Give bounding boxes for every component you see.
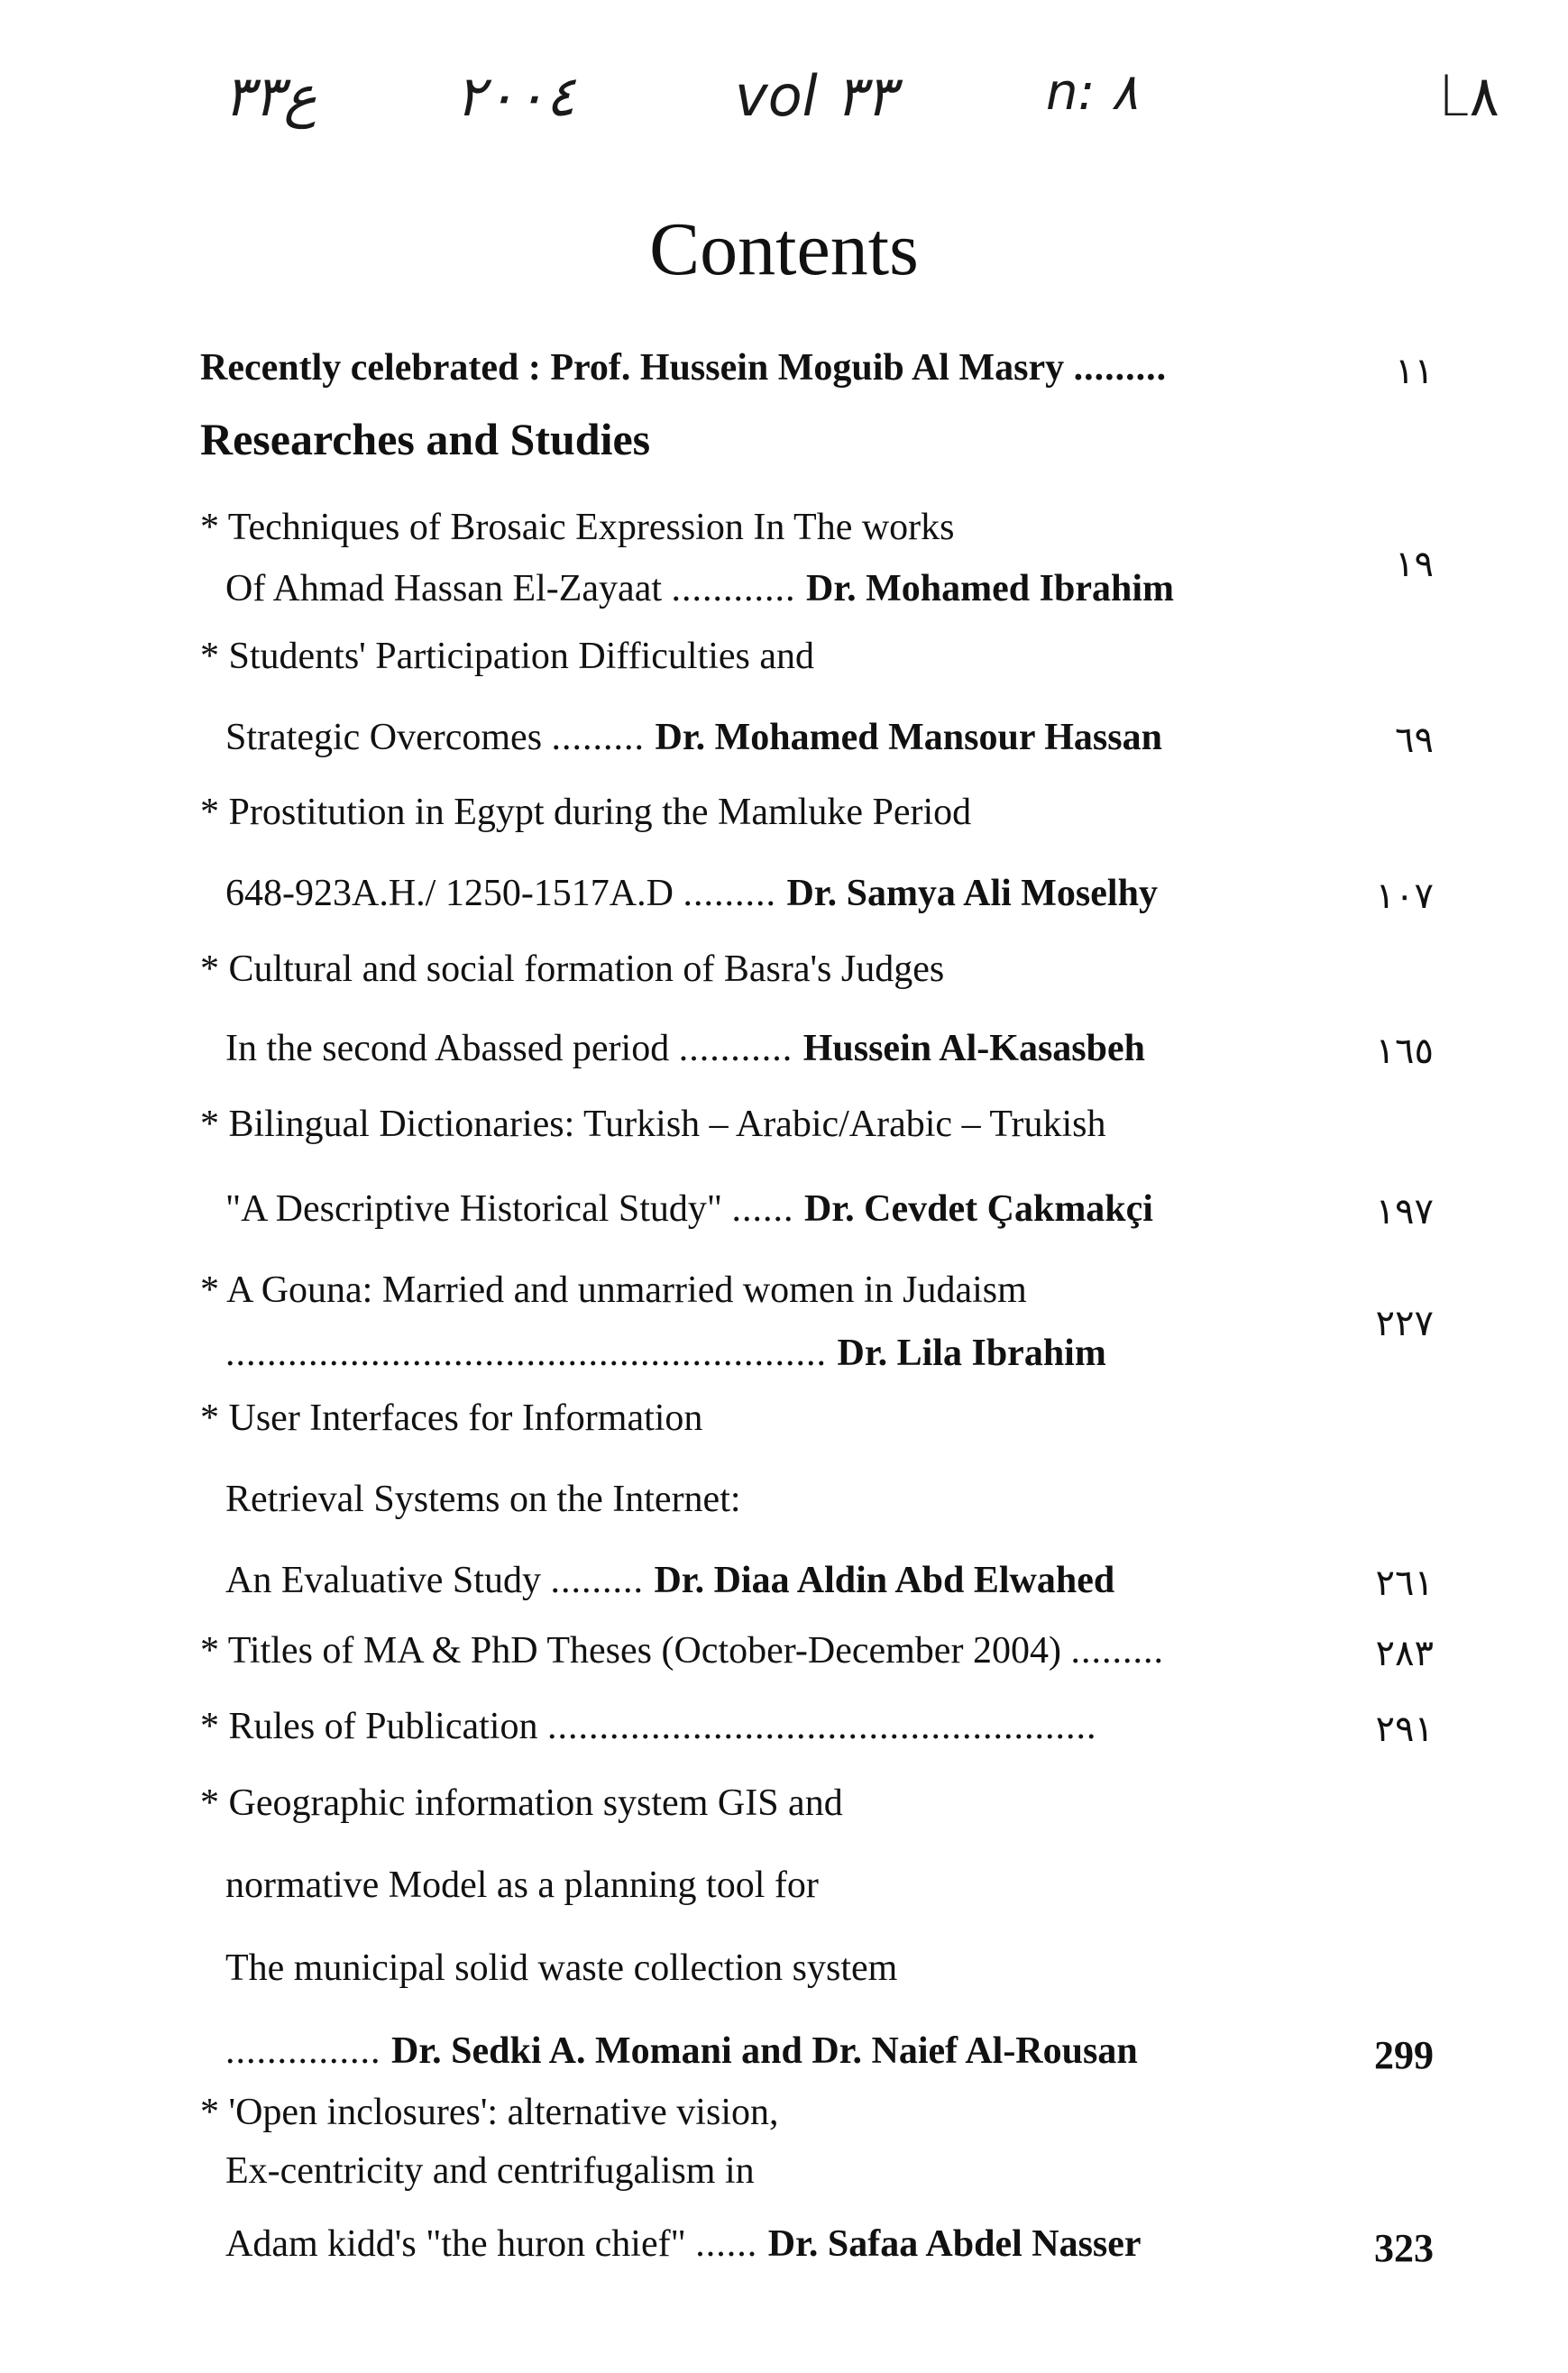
toc-leader: ............ xyxy=(671,568,807,609)
celebrated-label: Recently celebrated xyxy=(200,347,519,389)
toc-entry-title: 648-923A.H./ 1250-1517A.D xyxy=(225,873,683,914)
toc-author: Dr. Cevdet Çakmakçi xyxy=(804,1188,1153,1230)
toc-author: Dr. Lila Ibrahim xyxy=(837,1333,1106,1374)
toc-entry-title-line: * 'Open inclosures': alternative vision, xyxy=(200,2092,779,2133)
toc-leader: ............... xyxy=(225,2030,391,2072)
toc-entry-line[interactable] xyxy=(225,1333,1106,1374)
toc-author: Dr. Diaa Aldin Abd Elwahed xyxy=(654,1560,1115,1601)
toc-leader: ......... xyxy=(683,873,787,914)
page-title: Contents xyxy=(649,207,919,291)
toc-celebrated-line[interactable] xyxy=(200,347,1167,389)
section-heading: Researches and Studies xyxy=(200,414,651,464)
toc-entry-title-line: * A Gouna: Married and unmarried women in Judaism xyxy=(200,1269,1027,1311)
toc-author: Hussein Al-Kasasbeh xyxy=(802,1028,1145,1069)
toc-leader: ......... xyxy=(550,1560,655,1601)
toc-entry-title-line: * Cultural and social formation of Basra's Judges xyxy=(200,948,945,990)
toc-page-number: 299 xyxy=(1374,2033,1434,2077)
toc-entry-title-line: * Geographic information system GIS and xyxy=(200,1782,843,1824)
toc-leader: ...... xyxy=(695,2223,768,2265)
toc-leader: ......... xyxy=(1073,347,1168,389)
toc-entry-line[interactable] xyxy=(225,1028,1145,1069)
toc-entry-title-line: Retrieval Systems on the Internet: xyxy=(225,1479,741,1520)
toc-entry-title-line: * Students' Participation Difficulties and xyxy=(200,636,815,677)
handwritten-note: L٨ xyxy=(1438,63,1499,129)
toc-entry-title: * Titles of MA & PhD Theses (October-December 2004) xyxy=(200,1630,1071,1672)
toc-entry-line[interactable] xyxy=(225,1188,1153,1230)
celebrated-name: : Prof. Hussein Moguib Al Masry xyxy=(527,347,1065,389)
toc-entry-title-line: The municipal solid waste collection system xyxy=(225,1947,898,1989)
toc-page-number: ٢٦١ xyxy=(1375,1562,1434,1603)
toc-entry-title-line: normative Model as a planning tool for xyxy=(225,1864,819,1906)
toc-page-number: ٢٢٧ xyxy=(1375,1303,1434,1343)
toc-entry-title: In the second Abassed period xyxy=(225,1028,679,1069)
toc-author: Dr. Safaa Abdel Nasser xyxy=(767,2223,1142,2265)
toc-entry-title: * Rules of Publication xyxy=(200,1706,547,1747)
toc-entry-line[interactable] xyxy=(200,1706,1096,1747)
toc-page-number: ٢٩١ xyxy=(1375,1709,1434,1749)
handwritten-note: ﻉ٣٣ xyxy=(224,63,317,129)
toc-entry-line[interactable] xyxy=(200,1630,1164,1672)
toc-page-number: ٦٩ xyxy=(1395,719,1434,760)
toc-entry-line[interactable] xyxy=(225,717,1162,758)
handwritten-note: n: ٨ xyxy=(1046,63,1139,122)
toc-entry-title-line: * Techniques of Brosaic Expression In The works xyxy=(200,507,955,548)
toc-leader: ........... xyxy=(678,1028,803,1069)
toc-leader: ...... xyxy=(731,1188,805,1230)
toc-page-number: ٢٨٣ xyxy=(1375,1633,1434,1673)
toc-page-number: ١٠٧ xyxy=(1375,875,1434,916)
toc-leader: ..................................................... xyxy=(546,1706,1097,1747)
toc-entry-line[interactable] xyxy=(225,2030,1138,2072)
toc-entry-title: An Evaluative Study xyxy=(225,1560,551,1601)
toc-entry-title-line: * Bilingual Dictionaries: Turkish – Arabic/Arabic – Trukish xyxy=(200,1104,1106,1145)
toc-author: Dr. Sedki A. Momani and Dr. Naief Al-Rousan xyxy=(391,2030,1138,2072)
toc-leader: .......................................................... xyxy=(225,1333,838,1374)
toc-author: Dr. Samya Ali Moselhy xyxy=(786,873,1158,914)
toc-author: Dr. Mohamed Mansour Hassan xyxy=(655,717,1162,758)
toc-entry-title: Of Ahmad Hassan El-Zayaat xyxy=(225,568,672,609)
toc-entry-title-line: * Prostitution in Egypt during the Mamluke Period xyxy=(200,792,972,833)
toc-page-number: ١٦٥ xyxy=(1375,1031,1434,1071)
toc-leader: ......... xyxy=(551,717,656,758)
toc-entry-title-line: Ex-centricity and centrifugalism in xyxy=(225,2150,755,2192)
toc-entry-line[interactable] xyxy=(225,568,1174,609)
toc-entry-title: "A Descriptive Historical Study" xyxy=(225,1188,732,1230)
toc-leader: ......... xyxy=(1070,1630,1164,1672)
toc-entry-line[interactable] xyxy=(225,873,1158,914)
toc-entry-line[interactable] xyxy=(225,1560,1114,1601)
toc-page-number: 323 xyxy=(1374,2226,1434,2270)
toc-entry-title-line: * User Interfaces for Information xyxy=(200,1397,703,1439)
toc-page-number: ١٩ xyxy=(1395,544,1434,584)
toc-entry-title: Adam kidd's "the huron chief" xyxy=(225,2223,696,2265)
toc-page-number: ١٩٧ xyxy=(1375,1191,1434,1232)
toc-author: Dr. Mohamed Ibrahim xyxy=(806,568,1174,609)
toc-entry-title: Strategic Overcomes xyxy=(225,717,552,758)
handwritten-note: vol ٣٣ xyxy=(735,63,896,129)
toc-entry-line[interactable] xyxy=(225,2223,1142,2265)
toc-page-number: ١١ xyxy=(1395,351,1434,391)
handwritten-note: ٢٠٠٤ xyxy=(455,63,576,129)
